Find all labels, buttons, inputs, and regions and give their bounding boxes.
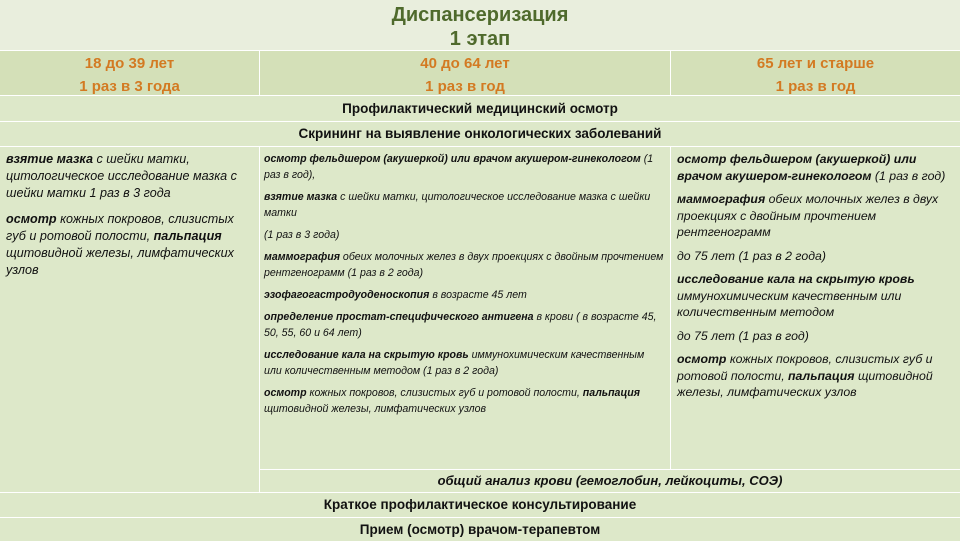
item-text: щитовидной железы, лимфатических узлов xyxy=(677,368,933,399)
item-term: пальпация xyxy=(788,368,855,383)
row-counseling: Краткое профилактическое консультирование xyxy=(0,493,960,517)
title-main: Диспансеризация xyxy=(391,4,569,26)
item-term: определение простат-специфического антигена xyxy=(264,311,534,323)
item-text: в возрасте 45 лет xyxy=(429,289,527,301)
age-label: 18 до 39 лет xyxy=(84,55,175,72)
item-term: взятие мазка xyxy=(264,191,338,203)
row-prof-exam: Профилактический медицинский осмотр xyxy=(0,96,960,121)
item-term: исследование кала на скрытую кровь xyxy=(264,349,469,361)
item-term: пальпация xyxy=(153,229,222,243)
screening-item xyxy=(677,271,956,321)
screening-item xyxy=(677,191,956,241)
screening-item xyxy=(264,227,664,243)
item-term: осмотр фельдшером (акушеркой) или врачом акушером-гинекологом xyxy=(677,152,917,183)
item-term: взятие мазка xyxy=(6,152,93,166)
frequency-label: 1 раз в год xyxy=(425,78,505,95)
item-term: маммография xyxy=(264,251,340,263)
item-term: пальпация xyxy=(582,387,641,399)
item-text: (1 раз в 3 года) xyxy=(264,229,340,241)
table-title xyxy=(0,0,960,50)
item-term: осмотр xyxy=(677,352,727,366)
item-term: маммография xyxy=(677,192,766,206)
age-group-40-64 xyxy=(260,51,670,95)
item-text: (1 раз в год) xyxy=(871,168,946,183)
item-text: (1 раз в год), xyxy=(264,153,654,181)
col-65-plus-items xyxy=(671,147,960,469)
item-text: иммунохимическим качественным или количественным методом xyxy=(677,288,902,319)
title-stage: 1 этап xyxy=(449,28,511,50)
item-term: осмотр фельдшером (акушеркой) или врачом акушером-гинекологом xyxy=(264,153,641,165)
age-label: 65 лет и старше xyxy=(756,55,875,72)
item-text: с шейки матки, цитологическое исследование мазка с шейки матки 1 раз в 3 года xyxy=(6,152,237,200)
item-text: в крови ( в возрасте 45, 50, 55, 60 и 64 лет) xyxy=(264,311,657,339)
row-blood-test: общий анализ крови (гемоглобин, лейкоциты, СОЭ) xyxy=(260,470,960,492)
screening-item xyxy=(264,385,664,417)
age-label: 40 до 64 лет xyxy=(420,55,510,72)
row-screening: Скрининг на выявление онкологических заболеваний xyxy=(0,122,960,146)
item-text: до 75 лет (1 раз в год) xyxy=(677,328,809,343)
screening-item xyxy=(677,248,956,265)
item-text: кожных покровов, слизистых губ и ротовой полости, xyxy=(306,387,583,399)
screening-item xyxy=(677,151,956,184)
item-term: осмотр xyxy=(264,387,307,399)
item-text: кожных покровов, слизистых губ и ротовой полости, xyxy=(6,212,234,243)
age-group-65-plus xyxy=(671,51,960,95)
item-term: осмотр xyxy=(6,212,57,226)
screening-item xyxy=(264,189,664,221)
item-text: иммунохимическим качественным или количественным методом (1 раз в 2 года) xyxy=(264,349,645,377)
screening-item xyxy=(677,351,956,401)
item-term: эзофагогастродуоденоскопия xyxy=(264,289,430,301)
item-text: обеих молочных желез в двух проекциях с двойным прочтением рентгенограмм (1 раз в 2 года) xyxy=(264,251,664,279)
frequency-label: 1 раз в год xyxy=(775,78,856,95)
screening-item xyxy=(264,287,664,303)
screening-item xyxy=(264,347,664,379)
screening-item xyxy=(677,328,956,345)
screening-item xyxy=(6,211,255,279)
item-text: щитовидной железы, лимфатических узлов xyxy=(264,403,487,415)
screening-item xyxy=(6,151,255,202)
item-text: с шейки матки, цитологическое исследование мазка с шейки матки xyxy=(264,191,651,219)
item-text: кожных покровов, слизистых губ и ротовой полости, xyxy=(677,352,933,383)
age-group-18-39 xyxy=(0,51,259,95)
frequency-label: 1 раз в 3 года xyxy=(79,78,180,95)
col-18-39-items xyxy=(0,147,259,492)
item-text: обеих молочных желез в двух проекциях с двойным прочтением рентгенограмм xyxy=(677,192,939,239)
screening-item xyxy=(264,151,664,183)
col-40-64-items xyxy=(260,147,670,469)
item-term: исследование кала на скрытую кровь xyxy=(677,272,915,286)
item-text: щитовидной железы, лимфатических узлов xyxy=(6,246,234,277)
screening-item xyxy=(264,309,664,341)
row-therapist: Прием (осмотр) врачом-терапевтом xyxy=(0,518,960,541)
item-text: до 75 лет (1 раз в 2 года) xyxy=(677,248,826,263)
screening-item xyxy=(264,249,664,281)
